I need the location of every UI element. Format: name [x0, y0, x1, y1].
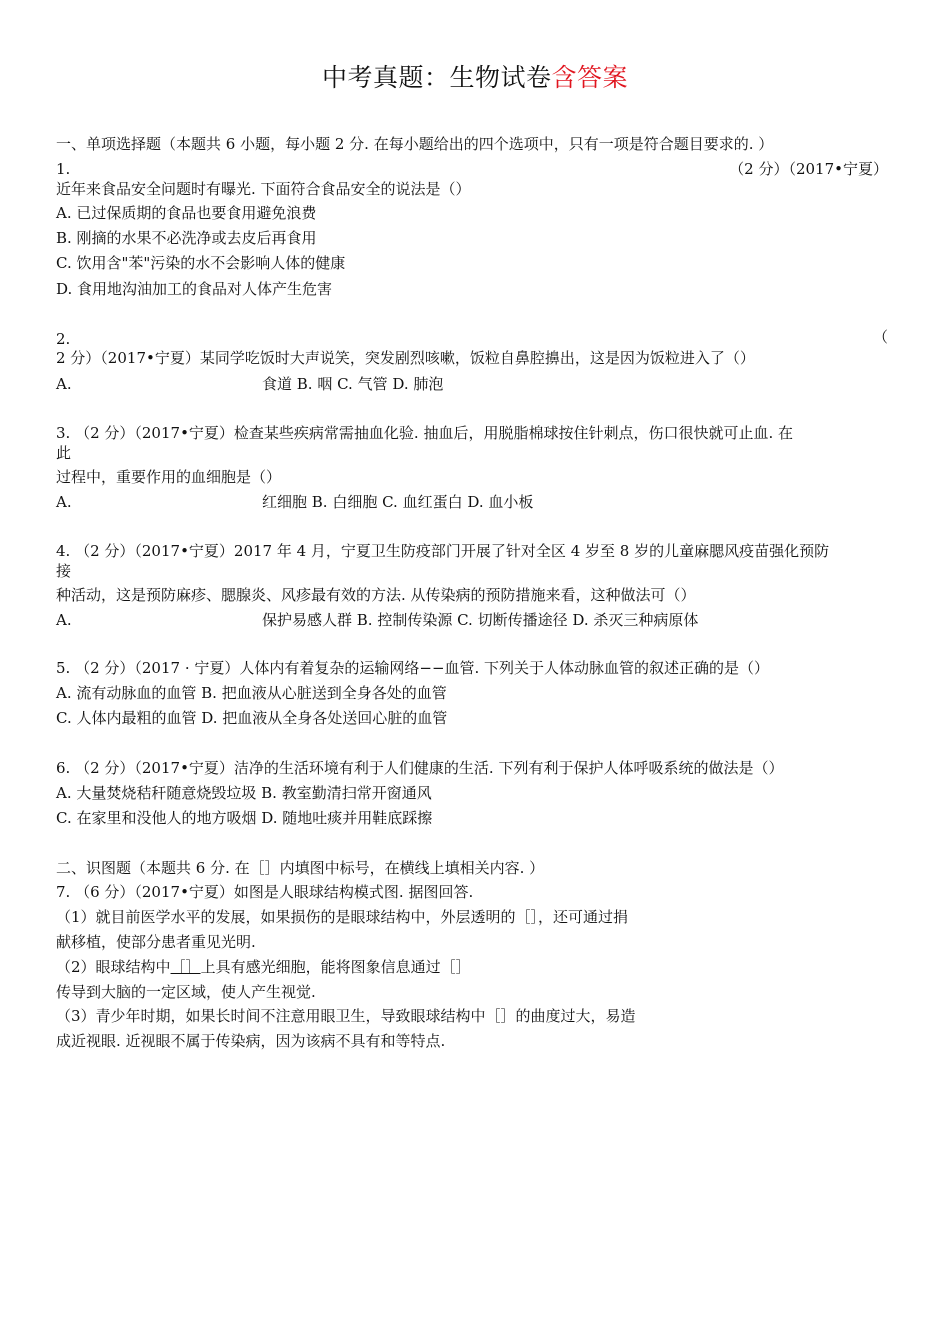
q3-options: 红细胞 B. 白细胞 C. 血红蛋白 D. 血小板 — [262, 493, 534, 511]
q3-stem-line1: 3. （2 分）（2017•宁夏）检查某些疾病常需抽血化验. 抽血后，用脱脂棉球按住针刺点，伤口很快就可止血. 在 — [56, 424, 793, 442]
q5-options-cd: C. 人体内最粗的血管 D. 把血液从全身各处送回心脏的血管 — [56, 709, 448, 727]
q3-stem-line3: 过程中，重要作用的血细胞是（） — [56, 468, 282, 486]
q7-part2-line1 — [56, 957, 471, 977]
q4-option-label: A. — [56, 611, 72, 629]
title-main: 中考真题：生物试卷 — [321, 63, 552, 92]
q7-part3-line2: 成近视眼. 近视眼不属于传染病，因为该病不具有和等特点. — [56, 1032, 446, 1050]
q4-stem-line1: 4. （2 分）（2017•宁夏）2017 年 4 月，宁夏卫生防疫部门开展了针对全区 4 岁至 8 岁的儿童麻腮风疫苗强化预防 — [56, 542, 830, 560]
q7-part2-pre: （2）眼球结构中 — [56, 958, 171, 976]
q6-options-cd: C. 在家里和没他人的地方吸烟 D. 随地吐痰并用鞋底踩擦 — [56, 809, 433, 827]
title-highlight: 含答案 — [551, 63, 629, 92]
q5-options-ab: A. 流有动脉血的血管 B. 把血液从心脏送到全身各处的血管 — [56, 684, 447, 702]
q7-part2-line2: 传导到大脑的一定区域，使人产生视觉. — [56, 983, 316, 1001]
page-title — [0, 58, 950, 94]
q7-part1-line1: （1）就目前医学水平的发展，如果损伤的是眼球结构中，外层透明的［］，还可通过捐 — [56, 908, 629, 926]
q7-part3-line1: （3）青少年时期，如果长时间不注意用眼卫生，导致眼球结构中［］的曲度过大，易造 — [56, 1007, 636, 1025]
q7-part2-blank: ［］ — [170, 958, 201, 976]
section2-heading: 二、识图题（本题共 6 分. 在［］内填图中标号，在横线上填相关内容. ） — [56, 859, 545, 877]
q7-stem: 7. （6 分）（2017•宁夏）如图是人眼球结构模式图. 据图回答. — [56, 883, 474, 901]
q6-stem: 6. （2 分）（2017•宁夏）洁净的生活环境有利于人们健康的生活. 下列有利于保护人体呼吸系统的做法是（） — [56, 759, 784, 777]
q2-number: 2. — [56, 330, 71, 348]
q7-part1-line2: 献移植，使部分患者重见光明. — [56, 933, 256, 951]
q4-options: 保护易感人群 B. 控制传染源 C. 切断传播途径 D. 杀灭三种病原体 — [262, 611, 699, 629]
q1-option-a: A. 已过保质期的食品也要食用避免浪费 — [56, 204, 317, 222]
q1-meta: （2 分）（2017•宁夏） — [729, 160, 888, 178]
q1-option-b: B. 刚摘的水果不必洗净或去皮后再食用 — [56, 229, 317, 247]
q2-paren: （ — [872, 328, 888, 346]
q2-stem: 2 分）（2017•宁夏）某同学吃饭时大声说笑，突发剧烈咳嗽，饭粒自鼻腔擤出，这是因为饭粒进入了（） — [56, 349, 755, 367]
q1-stem: 近年来食品安全问题时有曝光. 下面符合食品安全的说法是（） — [56, 180, 471, 198]
q3-option-label: A. — [56, 493, 72, 511]
q3-stem-line2: 此 — [56, 444, 72, 462]
q2-option-label: A. — [56, 375, 72, 393]
q1-number: 1. — [56, 160, 71, 178]
q5-stem: 5. （2 分）（2017 · 宁夏）人体内有着复杂的运输网络−−血管. 下列关于人体动脉血管的叙述正确的是（） — [56, 659, 770, 677]
q4-stem-line2: 接 — [56, 562, 72, 580]
q1-option-d: D. 食用地沟油加工的食品对人体产生危害 — [56, 280, 333, 298]
q2-options: 食道 B. 咽 C. 气管 D. 肺泡 — [262, 375, 444, 393]
q1-option-c: C. 饮用含"苯"污染的水不会影响人体的健康 — [56, 254, 346, 272]
q7-part2-post: 上具有感光细胞，能将图象信息通过［］ — [200, 958, 471, 976]
q6-options-ab: A. 大量焚烧秸秆随意烧毁垃圾 B. 教室勤清扫常开窗通风 — [56, 784, 432, 802]
section1-heading: 一、单项选择题（本题共 6 小题，每小题 2 分. 在每小题给出的四个选项中，只有一项是符合题目要求的. ） — [56, 135, 774, 153]
q4-stem-line3: 种活动，这是预防麻疹、腮腺炎、风疹最有效的方法. 从传染病的预防措施来看，这种做法可（） — [56, 586, 696, 604]
